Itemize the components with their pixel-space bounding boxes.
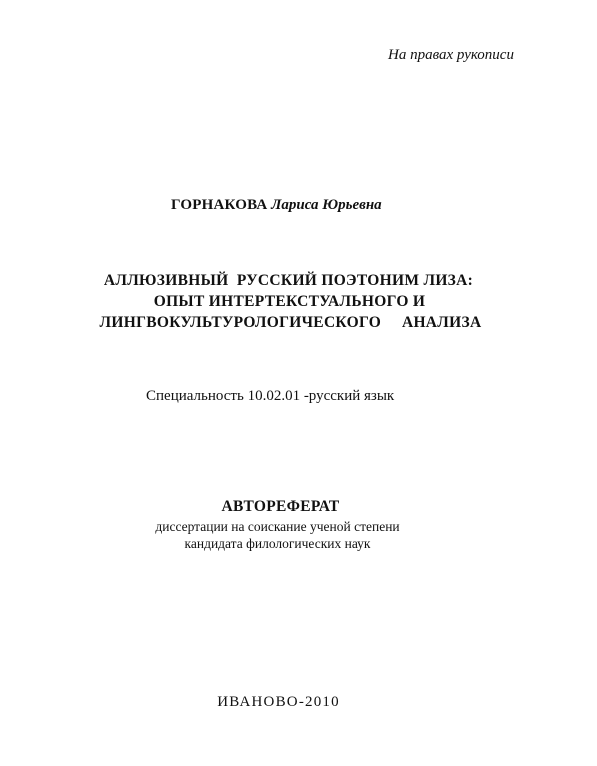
- author-surname: ГОРНАКОВА: [171, 197, 268, 213]
- title-line: ОПЫТ ИНТЕРТЕКСТУАЛЬНОГО И: [153, 293, 426, 310]
- dissertation-title: [0, 270, 597, 333]
- city-year-label: ИВАНОВО-2010: [217, 694, 340, 710]
- speciality-line: Специальность 10.02.01 -русский язык: [146, 388, 395, 404]
- document-type: [0, 498, 597, 516]
- author-name: [171, 197, 382, 214]
- title-line: АЛЛЮЗИВНЫЙ РУССКИЙ ПОЭТОНИМ ЛИЗА:: [103, 272, 474, 289]
- description-line: кандидата филологических наук: [184, 536, 371, 551]
- city-year: [0, 694, 597, 711]
- document-description: [0, 518, 597, 552]
- author-given-names: Лариса Юрьевна: [271, 197, 382, 213]
- document-type-label: АВТОРЕФЕРАТ: [221, 498, 340, 515]
- rights-note: На правах рукописи: [388, 47, 514, 63]
- description-line: диссертации на соискание ученой степени: [155, 519, 400, 534]
- title-line: ЛИНГВОКУЛЬТУРОЛОГИЧЕСКОГО АНАЛИЗА: [99, 314, 482, 331]
